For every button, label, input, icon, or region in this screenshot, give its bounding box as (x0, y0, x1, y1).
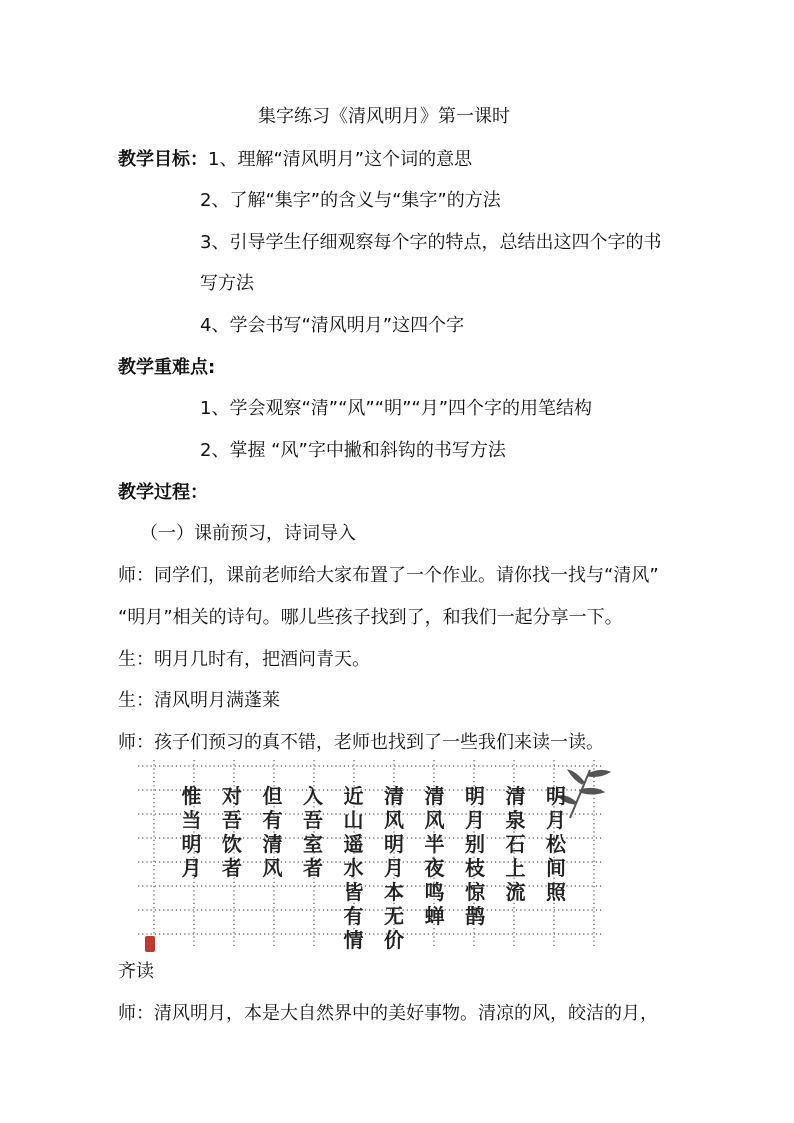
poem-column (541, 784, 571, 904)
poem-character: 枝 (465, 856, 485, 880)
poem-column (217, 784, 247, 880)
poem-character: 照 (546, 880, 566, 904)
process-heading: 教学过程： (118, 482, 208, 503)
goal-item-3-continued: 写方法 (200, 273, 254, 294)
poem-character: 无 (384, 904, 404, 928)
key-point-1: 1、学会观察“清”“风”“明”“月”四个字的用笔结构 (200, 398, 593, 419)
goal-item-4: 4、学会书写“清风明月”这四个字 (200, 315, 465, 336)
poem-column (420, 784, 450, 928)
poem-character: 惊 (465, 880, 485, 904)
process-line-2: “明月”相关的诗句。哪儿些孩子找到了，和我们一起分享一下。 (118, 607, 623, 628)
poem-character: 明 (181, 832, 202, 856)
poem-character: 月 (465, 808, 485, 832)
goals-line-1 (118, 148, 472, 172)
poem-character: 当 (181, 808, 202, 832)
poem-character: 近 (343, 784, 364, 808)
document-title: 集字练习《清风明月》第一课时 (258, 106, 510, 127)
poem-character: 清 (384, 784, 404, 808)
poem-character: 鸣 (424, 880, 445, 904)
process-section-1: （一）课前预习，诗词导入 (140, 523, 356, 544)
poem-character: 明 (546, 784, 566, 808)
poem-column (460, 784, 490, 928)
poem-character: 价 (384, 928, 404, 952)
poem-character: 山 (343, 808, 364, 832)
poem-character: 流 (505, 880, 526, 904)
poem-character: 上 (505, 856, 526, 880)
poem-character: 月 (181, 856, 202, 880)
poem-character: 者 (303, 856, 323, 880)
poem-character: 风 (262, 856, 283, 880)
poem-character: 有 (343, 904, 364, 928)
red-seal-stamp (145, 936, 155, 952)
key-point-2: 2、掌握 “风”字中撇和斜钩的书写方法 (200, 440, 506, 461)
poem-character: 吾 (303, 808, 323, 832)
process-line-4: 生：清风明月满蓬莱 (118, 690, 280, 711)
after-image-line-1: 齐读 (118, 961, 154, 982)
poem-character: 明 (465, 784, 485, 808)
poem-character: 泉 (505, 808, 526, 832)
poem-character: 鹊 (465, 904, 485, 928)
after-image-line-2: 师：清风明月，本是大自然界中的美好事物。清凉的风，皎洁的月， (118, 1003, 658, 1024)
poem-character: 情 (343, 928, 364, 952)
poem-character: 惟 (181, 784, 202, 808)
process-line-5: 师：孩子们预习的真不错，老师也找到了一些我们来读一读。 (118, 732, 604, 753)
poem-character: 松 (546, 832, 566, 856)
goal-item-2: 2、了解“集字”的含义与“集字”的方法 (200, 190, 501, 211)
process-line-1: 师：同学们，课前老师给大家布置了一个作业。请你找一找与“清风” (118, 565, 659, 586)
poem-character: 间 (546, 856, 566, 880)
poem-character: 清 (505, 784, 526, 808)
goal-item-1: 1、理解“清风明月”这个词的意思 (208, 149, 473, 170)
poem-character: 遥 (343, 832, 364, 856)
poem-column (501, 784, 531, 904)
poem-character: 夜 (424, 856, 445, 880)
poem-column (258, 784, 288, 880)
poem-column (379, 784, 409, 952)
poem-character: 者 (222, 856, 242, 880)
poem-character: 但 (262, 784, 283, 808)
goal-item-3: 3、引导学生仔细观察每个字的特点，总结出这四个字的书 (200, 232, 662, 253)
poem-character: 明 (384, 832, 404, 856)
poem-character: 清 (424, 784, 445, 808)
poem-character: 吾 (222, 808, 242, 832)
poem-character: 室 (303, 832, 323, 856)
poem-character: 别 (465, 832, 485, 856)
goals-heading: 教学目标： (118, 149, 208, 170)
poem-character: 清 (262, 832, 283, 856)
poem-character: 风 (384, 808, 404, 832)
poem-character: 有 (262, 808, 283, 832)
process-line-3: 生：明月几时有，把酒问青天。 (118, 649, 370, 670)
poem-character: 半 (424, 832, 445, 856)
poem-character: 风 (424, 808, 445, 832)
poem-character: 对 (222, 784, 242, 808)
poem-calligraphy-image (118, 758, 612, 954)
poem-character: 饮 (222, 832, 242, 856)
poem-character: 月 (384, 856, 404, 880)
poem-column (339, 784, 369, 952)
poem-character: 入 (303, 784, 323, 808)
poem-character: 月 (546, 808, 566, 832)
poem-column (177, 784, 207, 880)
poem-character: 蝉 (424, 904, 445, 928)
poem-character: 本 (384, 880, 404, 904)
poem-column (298, 784, 328, 880)
poem-character: 水 (343, 856, 364, 880)
key-points-heading: 教学重难点: (118, 357, 216, 378)
poem-character: 皆 (343, 880, 364, 904)
poem-character: 石 (505, 832, 526, 856)
